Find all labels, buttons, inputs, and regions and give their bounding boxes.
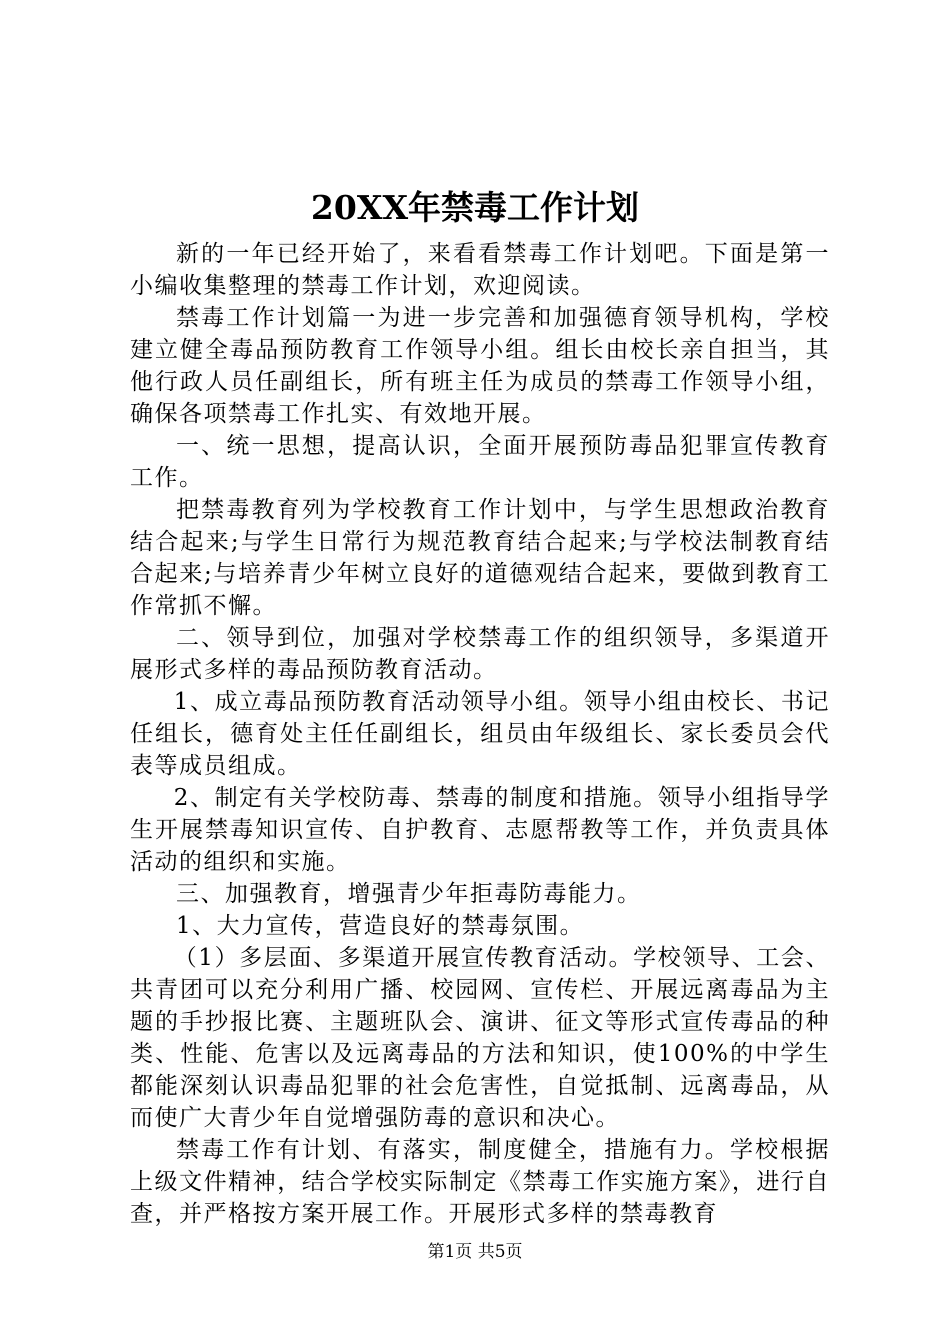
page-number-footer: 第1页 共5页: [427, 1242, 523, 1262]
paragraph-item-1: 1、成立毒品预防教育活动领导小组。领导小组由校长、书记任组长，德育处主任任副组长，组员由年级组长、家长委员会代表等成员组成。: [130, 689, 830, 779]
paragraph-implementation: 禁毒工作有计划、有落实，制度健全，措施有力。学校根据上级文件精神，结合学校实际制定《禁毒工作实施方案》，进行自查，并严格按方案开展工作。开展形式多样的禁毒教育: [130, 1137, 830, 1227]
paragraph-section-three-item-1: 1、大力宣传，营造良好的禁毒氛围。: [176, 913, 585, 939]
document-title: 20XX年禁毒工作计划: [310, 188, 640, 227]
paragraph-subitem-1: （1）多层面、多渠道开展宣传教育活动。学校领导、工会、共青团可以充分利用广播、校园网、宣传栏、开展远离毒品为主题的手抄报比赛、主题班队会、演讲、征文等形式宣传毒品的种类、性能、危害以及远离毒品的方法和知识，使100%的中学生都能深刻认识毒品犯罪的社会危害性，自觉抵制、远离毒品，从而使广大青少年自觉增强防毒的意识和决心。: [130, 945, 830, 1131]
document-body: [130, 238, 830, 1230]
paragraph-section-two-heading: 二、领导到位，加强对学校禁毒工作的组织领导，多渠道开展形式多样的毒品预防教育活动。: [130, 625, 830, 683]
paragraph-item-2: 2、制定有关学校防毒、禁毒的制度和措施。领导小组指导学生开展禁毒知识宣传、自护教育、志愿帮教等工作，并负责具体活动的组织和实施。: [130, 785, 830, 875]
paragraph-section-one-heading: 一、统一思想，提高认识，全面开展预防毒品犯罪宣传教育工作。: [130, 433, 830, 491]
paragraph-section-three-heading: 三、加强教育，增强青少年拒毒防毒能力。: [176, 881, 642, 907]
paragraph-section-one-body: 把禁毒教育列为学校教育工作计划中，与学生思想政治教育结合起来;与学生日常行为规范教育结合起来;与学校法制教育结合起来;与培养青少年树立良好的道德观结合起来，要做到教育工作常抓不懈。: [130, 497, 830, 619]
paragraph-plan-one: 禁毒工作计划篇一为进一步完善和加强德育领导机构，学校建立健全毒品预防教育工作领导小组。组长由校长亲自担当，其他行政人员任副组长，所有班主任为成员的禁毒工作领导小组，确保各项禁毒工作扎实、有效地开展。: [130, 305, 830, 427]
paragraph-intro: 新的一年已经开始了，来看看禁毒工作计划吧。下面是第一小编收集整理的禁毒工作计划，欢迎阅读。: [130, 241, 830, 299]
